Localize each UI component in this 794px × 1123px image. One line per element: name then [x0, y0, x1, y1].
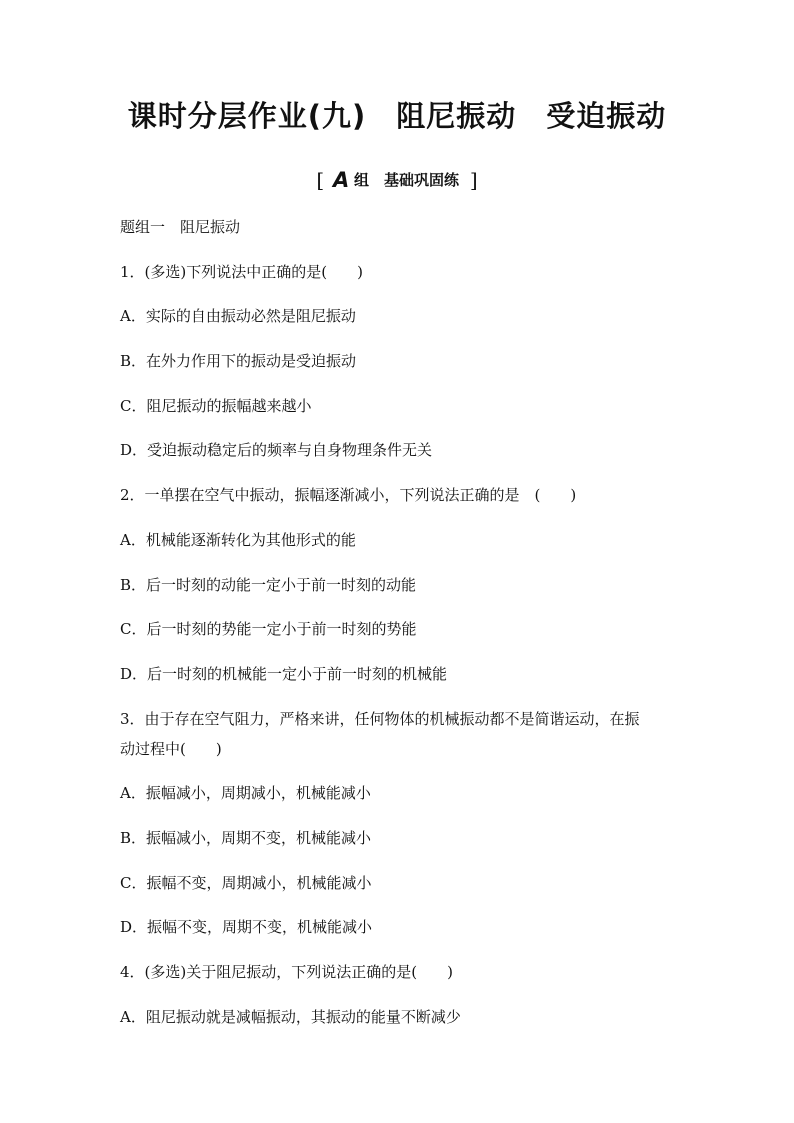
question-2	[120, 480, 680, 689]
exercise-content	[120, 212, 680, 1046]
question-stem-line-2: 动过程中( )	[120, 739, 222, 758]
question-3	[120, 704, 680, 943]
question-stem: 1．(多选)下列说法中正确的是( )	[120, 262, 363, 281]
option-d: D．后一时刻的机械能一定小于前一时刻的机械能	[120, 664, 448, 683]
group-letter: A	[332, 168, 350, 192]
group-close-bracket: ]	[469, 168, 478, 192]
option-a: A．振幅减小，周期减小，机械能减小	[120, 784, 371, 803]
option-d: D．振幅不变，周期不变，机械能减小	[120, 918, 373, 937]
option-c: C．后一时刻的势能一定小于前一时刻的势能	[120, 620, 417, 639]
option-a: A．机械能逐渐转化为其他形式的能	[120, 530, 356, 549]
question-4	[120, 957, 680, 1032]
page-title: 课时分层作业(九) 阻尼振动 受迫振动	[127, 99, 667, 133]
option-b: B．振幅减小，周期不变，机械能减小	[120, 828, 372, 847]
option-a: A．实际的自由振动必然是阻尼振动	[120, 307, 356, 326]
option-a: A．阻尼振动就是减幅振动，其振动的能量不断减少	[120, 1007, 461, 1026]
question-stem-line-1: 3．由于存在空气阻力，严格来讲，任何物体的机械振动都不是简谐运动，在振	[120, 709, 640, 728]
question-1	[120, 257, 680, 466]
section-heading: 题组一 阻尼振动	[120, 218, 241, 236]
group-open-bracket: [	[316, 168, 325, 192]
question-stem: 2．一单摆在空气中振动，振幅逐渐减小，下列说法正确的是 ( )	[120, 486, 577, 505]
question-stem: 4．(多选)关于阻尼振动，下列说法正确的是( )	[120, 963, 453, 981]
option-c: C．阻尼振动的振幅越来越小	[120, 396, 312, 415]
option-b: B．在外力作用下的振动是受迫振动	[120, 352, 357, 371]
group-label: 组 基础巩固练	[354, 171, 460, 189]
option-d: D．受迫振动稳定后的频率与自身物理条件无关	[120, 441, 433, 460]
group-header	[0, 168, 794, 192]
option-b: B．后一时刻的动能一定小于前一时刻的动能	[120, 575, 417, 594]
option-c: C．振幅不变，周期减小，机械能减小	[120, 873, 372, 892]
